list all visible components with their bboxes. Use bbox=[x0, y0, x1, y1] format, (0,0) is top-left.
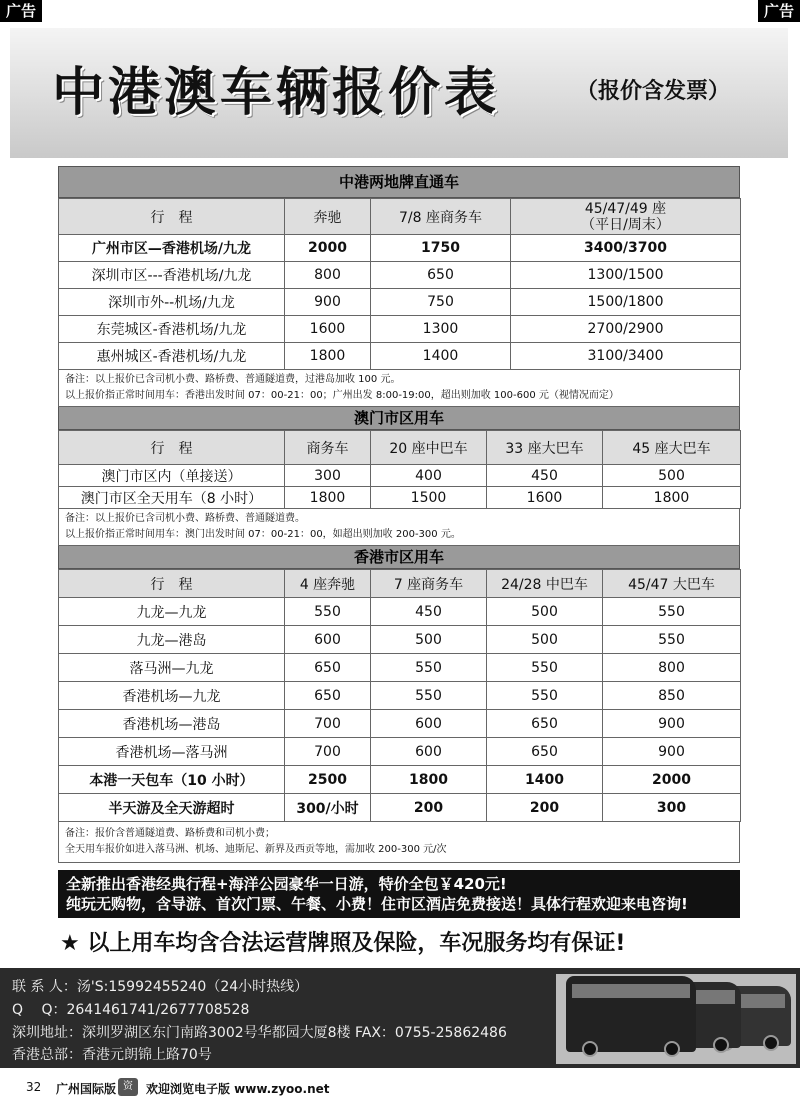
cell: 500 bbox=[371, 626, 487, 654]
cell: 东莞城区-香港机场/九龙 bbox=[59, 316, 285, 343]
cell: 650 bbox=[487, 738, 603, 766]
table-row bbox=[59, 235, 741, 262]
price-sheet bbox=[58, 166, 740, 863]
cell: 600 bbox=[371, 710, 487, 738]
col-header: 24/28 中巴车 bbox=[487, 570, 603, 598]
col-header: 33 座大巴车 bbox=[487, 431, 603, 465]
cell: 500 bbox=[487, 626, 603, 654]
cell: 750 bbox=[371, 289, 511, 316]
table-row bbox=[59, 465, 741, 487]
cell: 香港机场—港岛 bbox=[59, 710, 285, 738]
cell: 450 bbox=[487, 465, 603, 487]
cell: 广州市区—香港机场/九龙 bbox=[59, 235, 285, 262]
cell: 400 bbox=[371, 465, 487, 487]
bus-icon bbox=[566, 976, 696, 1052]
section-title-macau: 澳门市区用车 bbox=[58, 407, 740, 430]
cell: 650 bbox=[285, 682, 371, 710]
magazine-logo-icon: 资 bbox=[118, 1078, 138, 1096]
table-row bbox=[59, 710, 741, 738]
page-number: 32 bbox=[26, 1080, 42, 1094]
cell: 500 bbox=[603, 465, 741, 487]
col-header: 4 座奔驰 bbox=[285, 570, 371, 598]
cell: 惠州城区-香港机场/九龙 bbox=[59, 343, 285, 370]
col-header: 45/47/49 座 （平日/周末） bbox=[511, 199, 741, 235]
cell: 850 bbox=[603, 682, 741, 710]
contact-hq: 香港总部：香港元朗锦上路70号 bbox=[12, 1047, 212, 1063]
col-header: 45/47 大巴车 bbox=[603, 570, 741, 598]
cell: 1400 bbox=[487, 766, 603, 794]
note-line: 备注：报价含普通隧道费、路桥费和司机小费； bbox=[65, 828, 275, 839]
cell: 600 bbox=[285, 626, 371, 654]
col-header: 20 座中巴车 bbox=[371, 431, 487, 465]
ad-tag-right: 广告 bbox=[758, 0, 800, 22]
cell: 1600 bbox=[285, 316, 371, 343]
col-header: 商务车 bbox=[285, 431, 371, 465]
cell: 1800 bbox=[285, 487, 371, 509]
cell: 550 bbox=[603, 598, 741, 626]
table-row bbox=[59, 794, 741, 822]
cell: 300 bbox=[603, 794, 741, 822]
website-link[interactable]: 欢迎浏览电子版 www.zyoo.net bbox=[146, 1082, 330, 1096]
note-line: 以上报价指正常时间用车：香港出发时间 07：00-21：00；广州出发 8:00-19:00，超出则加收 100-600 元（视情况而定） bbox=[65, 390, 619, 401]
cell: 500 bbox=[487, 598, 603, 626]
guarantee-text: ★ 以上用车均含合法运营牌照及保险，车况服务均有保证! bbox=[60, 931, 626, 956]
table-direct bbox=[58, 198, 741, 370]
cell: 深圳市区---香港机场/九龙 bbox=[59, 262, 285, 289]
cell: 1800 bbox=[285, 343, 371, 370]
cell: 1300 bbox=[371, 316, 511, 343]
note-line: 备注：以上报价已含司机小费、路桥费、普通隧道费。 bbox=[65, 513, 305, 524]
cell: 650 bbox=[487, 710, 603, 738]
cell: 本港一天包车（10 小时） bbox=[59, 766, 285, 794]
col-header: 7/8 座商务车 bbox=[371, 199, 511, 235]
section-title-direct: 中港两地牌直通车 bbox=[58, 166, 740, 198]
cell: 550 bbox=[371, 654, 487, 682]
cell: 450 bbox=[371, 598, 487, 626]
promo-line: 全新推出香港经典行程+海洋公园豪华一日游，特价全包￥420元! bbox=[66, 875, 507, 893]
note-line: 全天用车报价如进入落马洲、机场、迪斯尼、新界及西贡等地，需加收 200-300 元/次 bbox=[65, 844, 447, 855]
col-header: 行 程 bbox=[59, 431, 285, 465]
table-row bbox=[59, 598, 741, 626]
cell: 300/小时 bbox=[285, 794, 371, 822]
bus-photo bbox=[556, 974, 796, 1064]
cell: 2000 bbox=[603, 766, 741, 794]
page-title: 中港澳车辆报价表 bbox=[52, 63, 501, 123]
table-row bbox=[59, 682, 741, 710]
cell: 1600 bbox=[487, 487, 603, 509]
cell: 2500 bbox=[285, 766, 371, 794]
cell: 九龙—九龙 bbox=[59, 598, 285, 626]
table-row bbox=[59, 289, 741, 316]
cell: 香港机场—九龙 bbox=[59, 682, 285, 710]
cell: 550 bbox=[487, 682, 603, 710]
cell: 落马洲—九龙 bbox=[59, 654, 285, 682]
ad-tag-left: 广告 bbox=[0, 0, 42, 22]
table-macau bbox=[58, 430, 741, 509]
note-line: 以上报价指正常时间用车：澳门出发时间 07：00-21：00，如超出则加收 200-300 元。 bbox=[65, 529, 461, 540]
table-header bbox=[59, 431, 741, 465]
cell: 550 bbox=[371, 682, 487, 710]
page-subtitle: （报价含发票） bbox=[576, 79, 731, 104]
cell: 200 bbox=[371, 794, 487, 822]
table-row bbox=[59, 343, 741, 370]
table-row bbox=[59, 738, 741, 766]
cell: 900 bbox=[603, 710, 741, 738]
table-row bbox=[59, 316, 741, 343]
cell: 1500/1800 bbox=[511, 289, 741, 316]
cell: 2700/2900 bbox=[511, 316, 741, 343]
promo-line: 纯玩无购物，含导游、首次门票、午餐、小费！住市区酒店免费接送！具体行程欢迎来电咨询! bbox=[66, 895, 688, 913]
cell: 澳门市区内（单接送） bbox=[59, 465, 285, 487]
cell: 3100/3400 bbox=[511, 343, 741, 370]
cell: 深圳市外--机场/九龙 bbox=[59, 289, 285, 316]
table-row bbox=[59, 766, 741, 794]
cell: 九龙—港岛 bbox=[59, 626, 285, 654]
cell: 1800 bbox=[371, 766, 487, 794]
cell: 550 bbox=[285, 598, 371, 626]
table-hongkong bbox=[58, 569, 741, 822]
cell: 半天游及全天游超时 bbox=[59, 794, 285, 822]
cell: 550 bbox=[487, 654, 603, 682]
cell: 900 bbox=[285, 289, 371, 316]
cell: 550 bbox=[603, 626, 741, 654]
cell: 1300/1500 bbox=[511, 262, 741, 289]
edition-label: 广州国际版 bbox=[56, 1082, 117, 1096]
table-row bbox=[59, 654, 741, 682]
col-header: 奔驰 bbox=[285, 199, 371, 235]
table-row bbox=[59, 487, 741, 509]
cell: 800 bbox=[285, 262, 371, 289]
note-direct bbox=[58, 370, 740, 407]
note-hongkong bbox=[58, 822, 740, 863]
cell: 1800 bbox=[603, 487, 741, 509]
cell: 1750 bbox=[371, 235, 511, 262]
cell: 香港机场—落马洲 bbox=[59, 738, 285, 766]
cell: 650 bbox=[285, 654, 371, 682]
table-header bbox=[59, 570, 741, 598]
cell: 1400 bbox=[371, 343, 511, 370]
col-header: 行 程 bbox=[59, 570, 285, 598]
cell: 2000 bbox=[285, 235, 371, 262]
contact-panel bbox=[0, 968, 800, 1068]
cell: 300 bbox=[285, 465, 371, 487]
table-header bbox=[59, 199, 741, 235]
cell: 800 bbox=[603, 654, 741, 682]
col-header: 45 座大巴车 bbox=[603, 431, 741, 465]
col-header: 7 座商务车 bbox=[371, 570, 487, 598]
cell: 200 bbox=[487, 794, 603, 822]
contact-qq: Q Q：2641461741/2677708528 bbox=[12, 1002, 250, 1018]
cell: 700 bbox=[285, 710, 371, 738]
cell: 澳门市区全天用车（8 小时） bbox=[59, 487, 285, 509]
contact-person: 联 系 人：汤'S:15992455240（24小时热线） bbox=[12, 979, 309, 995]
table-row bbox=[59, 626, 741, 654]
contact-address: 深圳地址：深圳罗湖区东门南路3002号华都园大厦8楼 FAX：0755-25862486 bbox=[12, 1025, 507, 1041]
col-header: 行 程 bbox=[59, 199, 285, 235]
cell: 700 bbox=[285, 738, 371, 766]
cell: 900 bbox=[603, 738, 741, 766]
table-row bbox=[59, 262, 741, 289]
promo-banner bbox=[58, 870, 740, 918]
cell: 1500 bbox=[371, 487, 487, 509]
section-title-hongkong: 香港市区用车 bbox=[58, 546, 740, 569]
note-line: 备注：以上报价已含司机小费、路桥费、普通隧道费，过港岛加收 100 元。 bbox=[65, 374, 401, 385]
note-macau bbox=[58, 509, 740, 546]
cell: 650 bbox=[371, 262, 511, 289]
cell: 3400/3700 bbox=[511, 235, 741, 262]
cell: 600 bbox=[371, 738, 487, 766]
